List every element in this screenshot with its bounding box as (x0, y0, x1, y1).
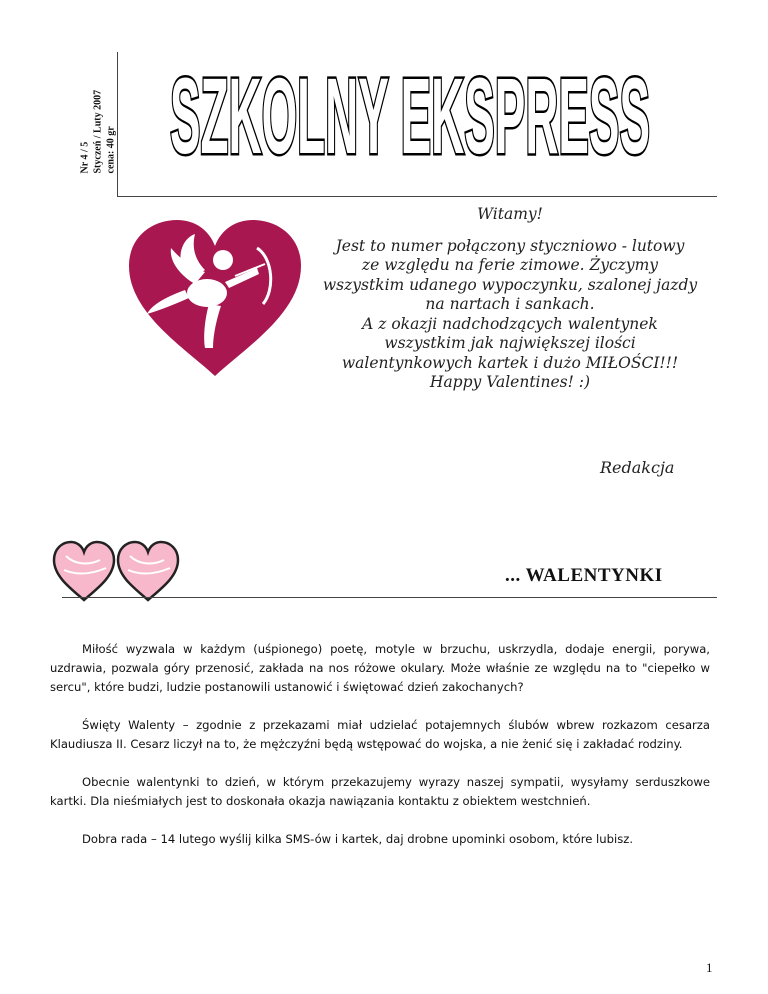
pink-hearts-decoration (52, 540, 182, 602)
intro-line: walentynkowych kartek i dużo MIŁOŚCI!!! (341, 353, 679, 372)
intro-line: A z okazji nadchodzących walentynek (362, 314, 658, 333)
masthead-horizontal-divider (117, 196, 717, 197)
article-paragraph: Święty Walenty – zgodnie z przekazami miał udzielać potajemnych ślubów wbrew rozkazom cesarza Klaudiusza II. Cesarz liczył na to, że mężczyźni będą wstępować do wojska, a nie żenić się i zakładać rodziny. (50, 718, 710, 751)
pink-heart-icon (118, 542, 178, 600)
masthead-title-text: SZKOLNY EKSPRESS (169, 58, 650, 177)
intro-line: Happy Valentines! :) (429, 373, 591, 391)
section-divider (62, 597, 717, 598)
intro-block (300, 205, 720, 393)
article-paragraph: Obecnie walentynki to dzień, w którym przekazujemy wyrazy naszej sympatii, wysyłamy serduszkowe kartki. Dla nieśmiałych jest to doskonała okazja nawiązania kontaktu z obiektem westchnień. (50, 775, 710, 808)
article-paragraph: Miłość wyzwala w każdym (uśpionego) poetę, motyle w brzuchu, uskrzydla, dodaje energii, porywa, uzdrawia, pozwala góry przenosić, zakłada na nos różowe okulary. Może właśnie ze względu na to "ciepełko w sercu", które budzi, ludzie postanowili ustanowić i świętować dzień zakochanych? (50, 642, 710, 694)
intro-line: wszystkim udanego wypoczynku, szalonej jazdy (322, 275, 698, 294)
greeting: Witamy! (477, 205, 543, 223)
intro-line: wszystkim jak największej ilości (384, 334, 636, 352)
issue-info (76, 60, 120, 174)
issue-number: Nr 4 / 5 (79, 141, 91, 174)
intro-line: Jest to numer połączony styczniowo - lutowy (335, 236, 685, 255)
article-paragraph: Dobra rada – 14 lutego wyślij kilka SMS-ów i kartek, daj drobne upominki osobom, które lubisz. (82, 832, 634, 846)
section-title: ... WALENTYNKI (505, 565, 663, 586)
intro-line: na nartach i sankach. (425, 295, 595, 313)
signature: Redakcja (600, 458, 675, 477)
pink-heart-icon (54, 542, 114, 600)
issue-date: Styczeń / Luty 2007 (92, 89, 104, 174)
page-number: 1 (706, 960, 713, 975)
issue-price: cena: 40 gr (105, 126, 117, 174)
intro-line: ze względu na ferie zimowe. Życzymy (361, 256, 659, 274)
heart-cupid-icon (125, 218, 305, 378)
article-body (50, 640, 710, 868)
masthead-title (160, 58, 660, 188)
masthead-vertical-divider (117, 52, 118, 197)
